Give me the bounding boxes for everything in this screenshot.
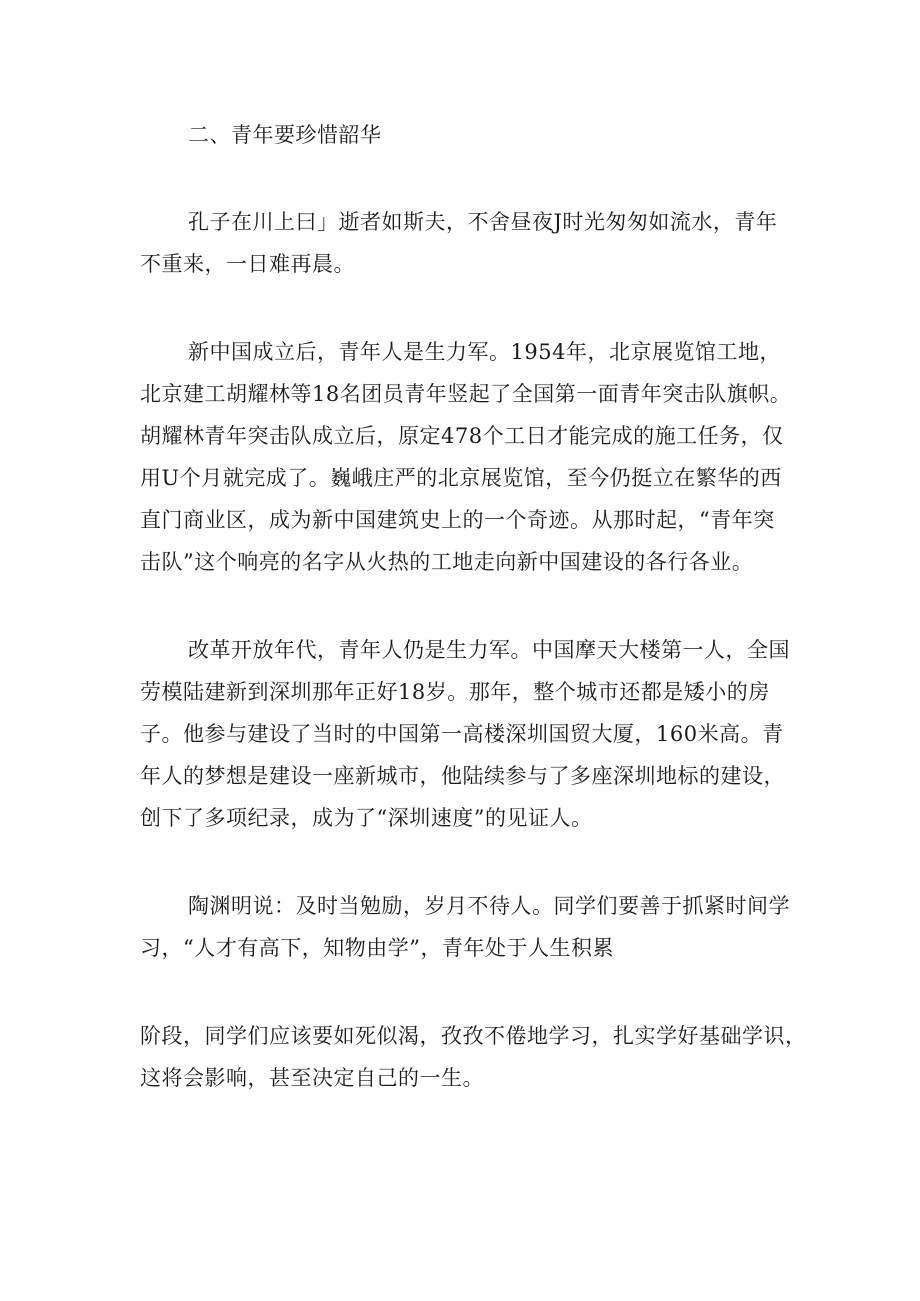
paragraph-line: 年人的梦想是建设一座新城市，他陆续参与了多座深圳地标的建设， (140, 764, 785, 788)
paragraph-line: 这将会影响，甚至决定自己的一生。 (140, 1066, 484, 1090)
paragraph-line: 阶段，同学们应该要如死似渴，孜孜不倦地学习，扎实学好基础学识， (140, 1024, 807, 1048)
paragraph-line: 直门商业区，成为新中国建筑史上的一个奇迹。从那时起，“青年突 (140, 508, 775, 532)
paragraph-line: 不重来，一日难再晨。 (140, 252, 355, 276)
paragraph-line: 改革开放年代，青年人仍是生力军。中国摩天大楼第一人，全国 (188, 638, 790, 662)
paragraph-line: 创下了多项纪录，成为了“深圳速度”的见证人。 (140, 806, 593, 830)
paragraph-line: 新中国成立后，青年人是生力军。1954年，北京展览馆工地， (188, 340, 781, 364)
paragraph-line: 北京建工胡耀林等18名团员青年竖起了全国第一面青年突击队旗帜。 (140, 382, 792, 406)
paragraph-line: 用U个月就完成了。巍峨庄严的北京展览馆，至今仍挺立在繁华的西 (140, 466, 782, 490)
paragraph-line: 习，“人才有高下，知物由学”，青年处于人生积累 (140, 936, 614, 960)
paragraph-line: 劳模陆建新到深圳那年正好18岁。那年，整个城市还都是矮小的房 (140, 680, 770, 704)
paragraph-line: 子。他参与建设了当时的中国第一高楼深圳国贸大厦，160米高。青 (140, 722, 784, 746)
section-heading: 二、青年要珍惜韶华 (188, 123, 382, 147)
paragraph-line: 胡耀林青年突击队成立后，原定478个工日才能完成的施工任务，仅 (140, 424, 784, 448)
paragraph-line: 孔子在川上曰」逝者如斯夫，不舍昼夜J时光匆匆如流水，青年 (188, 210, 778, 234)
paragraph-line: 陶渊明说：及时当勉励，岁月不待人。同学们要善于抓紧时间学 (188, 894, 790, 918)
paragraph-line: 击队”这个响亮的名字从火热的工地走向新中国建设的各行各业。 (140, 550, 754, 574)
